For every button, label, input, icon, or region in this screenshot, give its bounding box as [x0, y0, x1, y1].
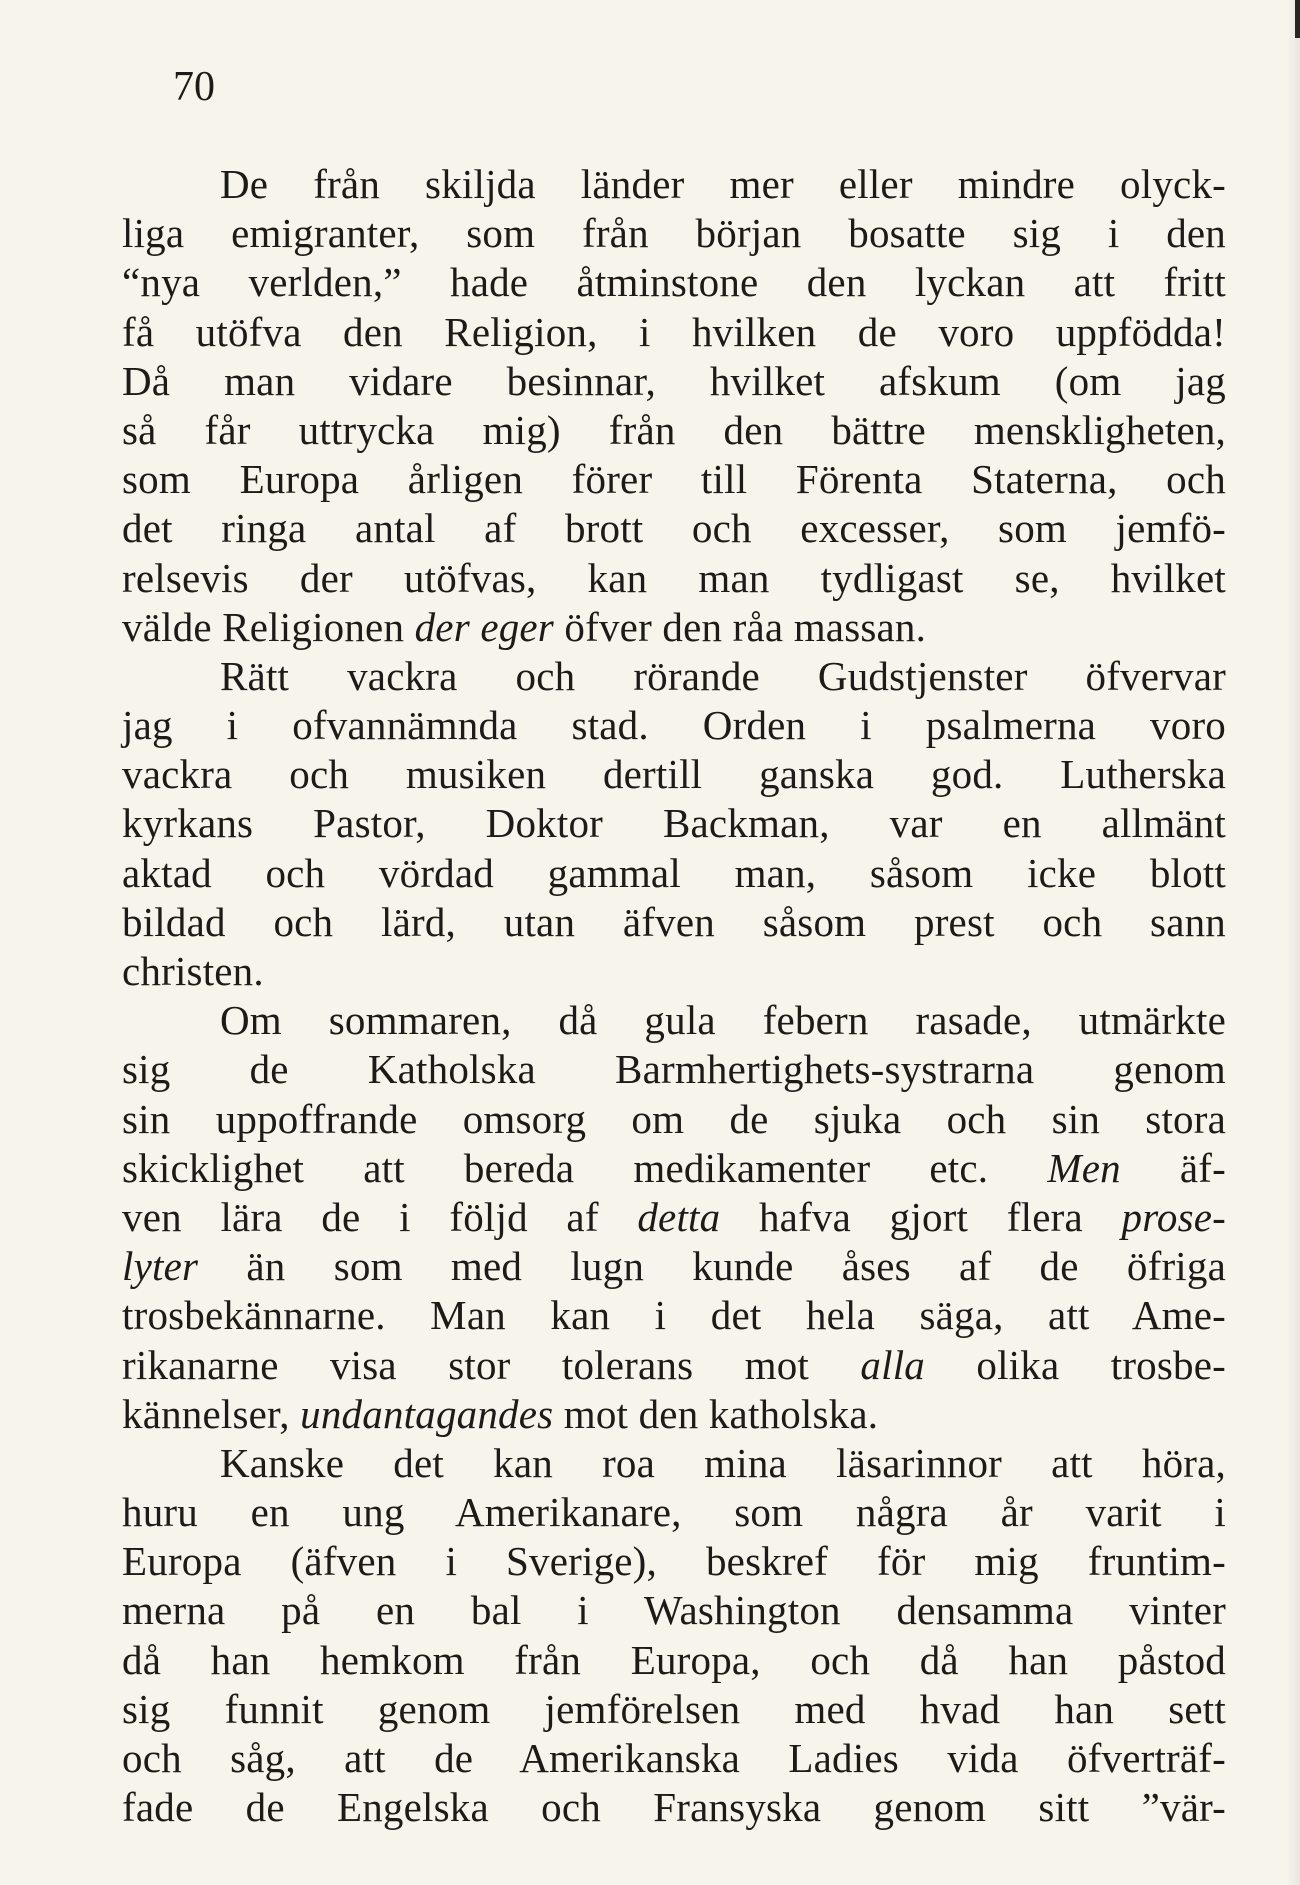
italic-text: undantagandes: [300, 1390, 554, 1437]
text-run: kännelser,: [122, 1390, 301, 1437]
text-line: [122, 750, 1226, 799]
text-run: hafva gjort flera: [720, 1193, 1122, 1240]
text-run: äf-: [1120, 1144, 1226, 1191]
page-edge-mark: [1295, 0, 1300, 38]
text-line: [122, 1734, 1226, 1783]
text-run: merna på en bal i Washington densamma vinter: [122, 1587, 1226, 1634]
text-line: [122, 308, 1226, 357]
text-line: [122, 996, 1226, 1045]
italic-text: der eger: [414, 603, 554, 650]
text-line: [122, 1144, 1226, 1193]
text-run: skicklighet att bereda medikamenter etc.: [122, 1144, 1048, 1191]
text-run: få utöfva den Religion, i hvilken de voro uppfödda!: [122, 308, 1226, 355]
text-line: [122, 1193, 1226, 1242]
italic-text: prose-: [1121, 1193, 1226, 1240]
text-run: ven lära de i följd af: [122, 1193, 638, 1240]
text-line: [122, 701, 1226, 750]
text-line: [122, 652, 1226, 701]
text-line: [122, 455, 1226, 504]
text-run: som Europa årligen förer till Förenta Staterna, och: [122, 456, 1226, 503]
text-line: [122, 603, 1226, 652]
text-line: [122, 1390, 1226, 1439]
text-run: sin uppoffrande omsorg om de sjuka och sin stora: [122, 1095, 1226, 1142]
text-run: mot den katholska.: [553, 1390, 879, 1437]
text-run: Kanske det kan roa mina läsarinnor att höra,: [220, 1439, 1226, 1486]
text-run: rikanarne visa stor tolerans mot: [122, 1341, 861, 1388]
text-line: [122, 947, 1226, 996]
text-run: sig funnit genom jemförelsen med hvad han sett: [122, 1685, 1226, 1732]
text-line: [122, 1439, 1226, 1488]
text-run: än som med lugn kunde åses af de öfriga: [198, 1243, 1226, 1290]
text-line: [122, 799, 1226, 848]
text-run: jag i ofvannämnda stad. Orden i psalmerna voro: [122, 702, 1226, 749]
italic-text: lyter: [122, 1243, 199, 1290]
text-line: [122, 554, 1226, 603]
text-run: det ringa antal af brott och excesser, som jemfö-: [122, 505, 1226, 552]
page-number: 70: [173, 64, 215, 110]
text-line: [122, 209, 1226, 258]
text-run: olika trosbe-: [925, 1341, 1226, 1388]
text-run: De från skiljda länder mer eller mindre olyck-: [220, 161, 1226, 207]
text-run: “nya verlden,” hade åtminstone den lyckan att fritt: [122, 259, 1226, 306]
text-line: [122, 1537, 1226, 1586]
text-line: [122, 898, 1226, 947]
text-line: [122, 504, 1226, 553]
text-run: huru en ung Amerikanare, som några år varit i: [122, 1489, 1226, 1536]
text-run: Då man vidare besinnar, hvilket afskum (om jag: [122, 357, 1226, 404]
text-run: vackra och musiken dertill ganska god. Lutherska: [122, 751, 1226, 798]
text-run: och såg, att de Amerikanska Ladies vida öfverträf-: [122, 1735, 1226, 1781]
text-run: kyrkans Pastor, Doktor Backman, var en allmänt: [122, 800, 1226, 847]
text-run: välde Religionen: [122, 603, 415, 650]
text-line: [122, 1685, 1226, 1734]
text-run: relsevis der utöfvas, kan man tydligast se, hvilket: [122, 554, 1226, 601]
text-line: [122, 406, 1226, 455]
text-line: [122, 1291, 1226, 1340]
text-line: [122, 258, 1226, 307]
page-edge-shadow: [1286, 0, 1300, 1885]
italic-text: alla: [860, 1341, 925, 1388]
text-run: fade de Engelska och Fransyska genom sitt ”vär-: [122, 1784, 1226, 1831]
text-run: aktad och vördad gammal man, såsom icke blott: [122, 849, 1226, 896]
text-line: [122, 1488, 1226, 1537]
text-line: [122, 849, 1226, 898]
text-run: sig de Katholska Barmhertighets-systrarna genom: [122, 1046, 1226, 1093]
italic-text: Men: [1047, 1144, 1121, 1191]
text-line: [122, 160, 1226, 209]
text-run: Europa (äfven i Sverige), beskref för mig fruntim-: [122, 1538, 1226, 1585]
text-line: [122, 1341, 1226, 1390]
text-run: christen.: [122, 948, 264, 994]
italic-text: detta: [637, 1193, 721, 1240]
text-line: [122, 1095, 1226, 1144]
text-run: bildad och lärd, utan äfven såsom prest och sann: [122, 898, 1226, 945]
text-run: öfver den råa massan.: [553, 603, 927, 650]
text-line: [122, 1586, 1226, 1635]
text-run: trosbekännarne. Man kan i det hela säga, att Ame-: [122, 1292, 1226, 1339]
text-line: [122, 1242, 1226, 1291]
text-line: [122, 1783, 1226, 1832]
text-run: liga emigranter, som från början bosatte sig i den: [122, 210, 1226, 257]
text-line: [122, 357, 1226, 406]
text-run: så får uttrycka mig) från den bättre menskligheten,: [122, 406, 1226, 453]
text-line: [122, 1045, 1226, 1094]
text-run: då han hemkom från Europa, och då han påstod: [122, 1636, 1226, 1683]
body-text: [122, 160, 1226, 1832]
text-line: [122, 1636, 1226, 1685]
text-run: Rätt vackra och rörande Gudstjenster öfvervar: [220, 652, 1226, 699]
text-run: Om sommaren, då gula febern rasade, utmärkte: [220, 997, 1226, 1044]
